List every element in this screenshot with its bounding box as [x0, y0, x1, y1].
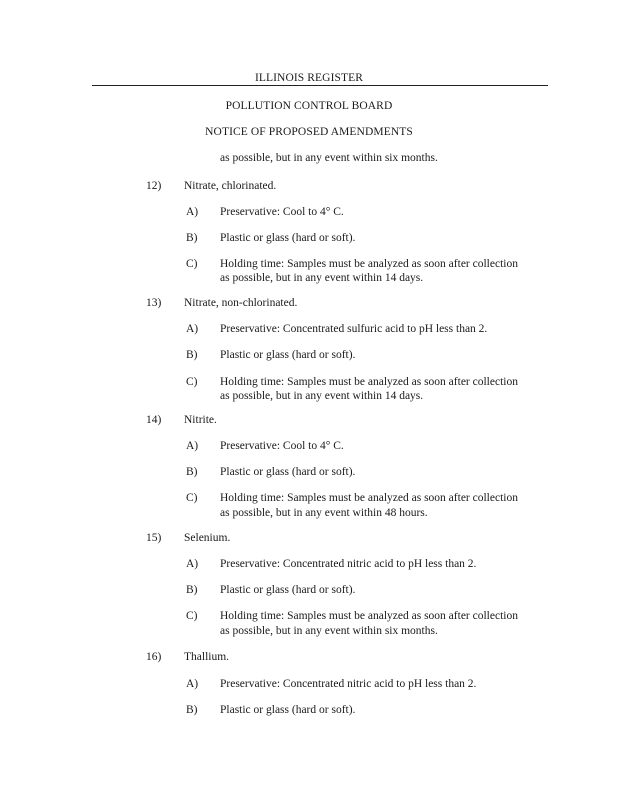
- sub-text: as possible, but in any event within 14 days.: [220, 390, 424, 402]
- sub-letter: A): [186, 678, 199, 690]
- sub-text: Plastic or glass (hard or soft).: [220, 466, 356, 478]
- sub-letter: C): [186, 492, 198, 504]
- sub-text: Holding time: Samples must be analyzed as soon after collection: [220, 492, 518, 504]
- sub-letter: B): [186, 232, 198, 244]
- sub-letter: B): [186, 349, 198, 361]
- sub-letter: C): [186, 258, 198, 270]
- item-title: Nitrate, non-chlorinated.: [184, 297, 298, 309]
- sub-text: Holding time: Samples must be analyzed as soon after collection: [220, 258, 518, 270]
- sub-letter: A): [186, 558, 199, 570]
- sub-text: Preservative: Concentrated sulfuric acid to pH less than 2.: [220, 323, 488, 335]
- notice-title: NOTICE OF PROPOSED AMENDMENTS: [205, 126, 413, 138]
- sub-letter: B): [186, 466, 198, 478]
- item-number: 16): [146, 651, 162, 663]
- sub-text: Preservative: Concentrated nitric acid to pH less than 2.: [220, 558, 477, 570]
- sub-letter: B): [186, 704, 198, 716]
- item-number: 14): [146, 414, 162, 426]
- sub-letter: B): [186, 584, 198, 596]
- sub-text: Plastic or glass (hard or soft).: [220, 704, 356, 716]
- sub-text: Plastic or glass (hard or soft).: [220, 232, 356, 244]
- sub-text: Preservative: Concentrated nitric acid to pH less than 2.: [220, 678, 477, 690]
- item-number: 13): [146, 297, 162, 309]
- sub-letter: A): [186, 323, 199, 335]
- sub-text: Preservative: Cool to 4° C.: [220, 440, 344, 452]
- sub-text: Plastic or glass (hard or soft).: [220, 349, 356, 361]
- sub-letter: A): [186, 440, 199, 452]
- item-title: Nitrite.: [184, 414, 217, 426]
- sub-letter: A): [186, 206, 199, 218]
- item-title: Thallium.: [184, 651, 230, 663]
- sub-text: as possible, but in any event within 48 hours.: [220, 507, 428, 519]
- board-title: POLLUTION CONTROL BOARD: [225, 100, 393, 112]
- sub-text: as possible, but in any event within six months.: [220, 625, 438, 637]
- item-title: Nitrate, chlorinated.: [184, 180, 277, 192]
- register-title: ILLINOIS REGISTER: [254, 72, 364, 84]
- header-rule: [92, 85, 548, 86]
- sub-text: Plastic or glass (hard or soft).: [220, 584, 356, 596]
- sub-letter: C): [186, 610, 198, 622]
- item-title: Selenium.: [184, 532, 231, 544]
- sub-text: Holding time: Samples must be analyzed as soon after collection: [220, 610, 518, 622]
- sub-text: as possible, but in any event within 14 days.: [220, 272, 424, 284]
- continuation-line: as possible, but in any event within six months.: [220, 152, 438, 164]
- item-number: 12): [146, 180, 162, 192]
- item-number: 15): [146, 532, 162, 544]
- sub-letter: C): [186, 376, 198, 388]
- sub-text: Holding time: Samples must be analyzed as soon after collection: [220, 376, 518, 388]
- sub-text: Preservative: Cool to 4° C.: [220, 206, 344, 218]
